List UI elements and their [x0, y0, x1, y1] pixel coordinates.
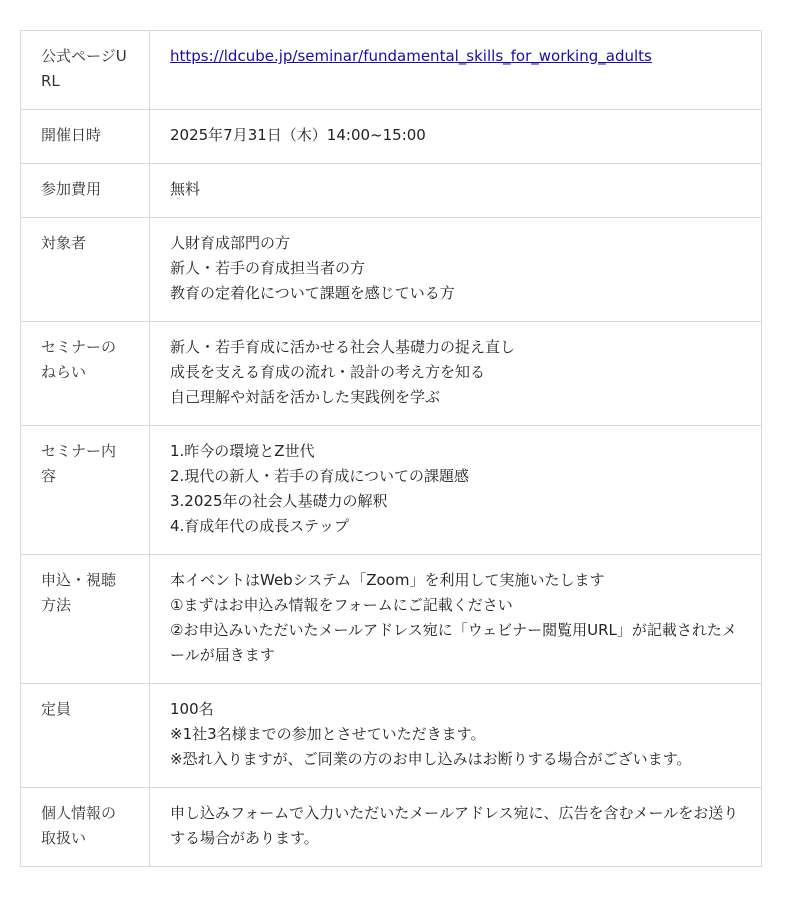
row-value [150, 684, 762, 788]
row-line: 新人・若手育成に活かせる社会人基礎力の捉え直し [170, 338, 516, 356]
row-line: ②お申込みいただいたメールアドレス宛に「ウェビナー閲覧用URL」が記載されたメールが届きます [170, 621, 737, 664]
row-value [150, 322, 762, 426]
row-value [150, 164, 762, 218]
table-row-privacy [21, 788, 762, 867]
row-line: 無料 [170, 180, 201, 198]
row-label: 参加費用 [21, 164, 150, 218]
row-line: 成長を支える育成の流れ・設計の考え方を知る [170, 363, 486, 381]
row-value [150, 426, 762, 555]
row-label: 定員 [21, 684, 150, 788]
row-value [150, 110, 762, 164]
row-label: 個人情報の取扱い [21, 788, 150, 867]
row-line: 教育の定着化について課題を感じている方 [170, 284, 455, 302]
table-row-target [21, 218, 762, 322]
row-label: セミナー内容 [21, 426, 150, 555]
row-value [150, 218, 762, 322]
table-row-aims [21, 322, 762, 426]
row-line: ※1社3名様までの参加とさせていただきます。 [170, 725, 486, 743]
table-row-application [21, 555, 762, 684]
table-row-content [21, 426, 762, 555]
row-label: 公式ページURL [21, 31, 150, 110]
seminar-info-table [20, 30, 762, 867]
seminar-info-container [20, 30, 762, 867]
row-label: 開催日時 [21, 110, 150, 164]
row-line: 新人・若手の育成担当者の方 [170, 259, 366, 277]
table-row-official-url [21, 31, 762, 110]
table-row-date [21, 110, 762, 164]
row-label: 対象者 [21, 218, 150, 322]
row-line: 2025年7月31日（木）14:00~15:00 [170, 126, 426, 144]
row-line: ①まずはお申込み情報をフォームにご記載ください [170, 596, 513, 614]
row-value [150, 31, 762, 110]
table-row-capacity [21, 684, 762, 788]
row-label: セミナーのねらい [21, 322, 150, 426]
row-line: 自己理解や対話を活かした実践例を学ぶ [170, 388, 441, 406]
row-line: 4.育成年代の成長ステップ [170, 517, 350, 535]
row-line: 3.2025年の社会人基礎力の解釈 [170, 492, 388, 510]
row-line: 1.昨今の環境とZ世代 [170, 442, 315, 460]
row-line: 100名 [170, 700, 214, 718]
row-line: ※恐れ入りますが、ご同業の方のお申し込みはお断りする場合がございます。 [170, 750, 692, 768]
row-line: 人財育成部門の方 [170, 234, 291, 252]
row-line: 申し込みフォームで入力いただいたメールアドレス宛に、広告を含むメールをお送りする場合があります。 [170, 804, 739, 847]
table-row-fee [21, 164, 762, 218]
row-line: 2.現代の新人・若手の育成についての課題感 [170, 467, 470, 485]
row-value [150, 555, 762, 684]
official-page-link[interactable]: https://ldcube.jp/seminar/fundamental_skills_for_working_adults [170, 47, 652, 65]
row-label: 申込・視聴方法 [21, 555, 150, 684]
row-value [150, 788, 762, 867]
row-line: 本イベントはWebシステム「Zoom」を利用して実施いたします [170, 571, 605, 589]
